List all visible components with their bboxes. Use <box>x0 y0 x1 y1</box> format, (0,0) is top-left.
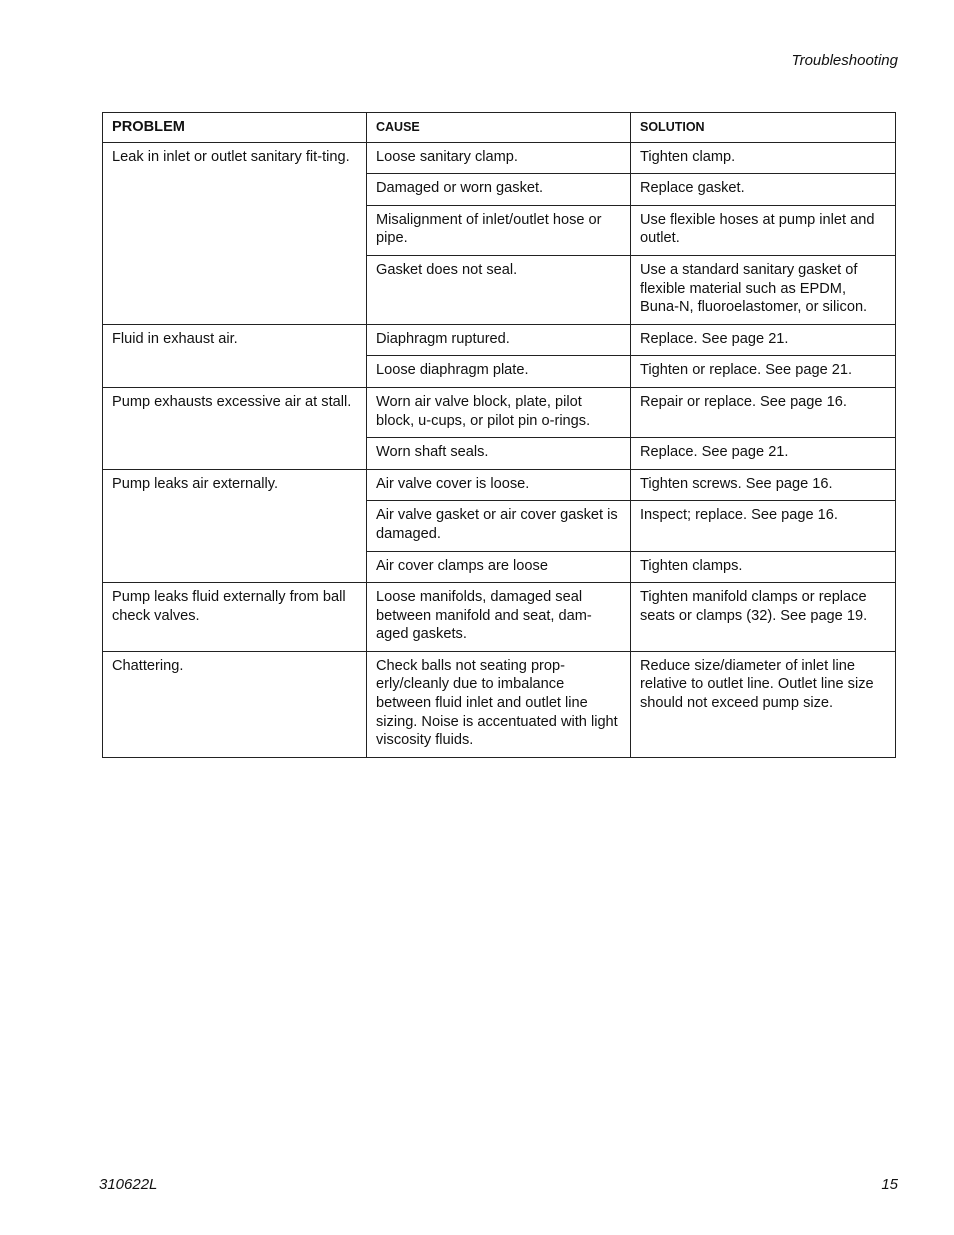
cause-cell: Loose sanitary clamp. <box>367 142 631 174</box>
cause-cell: Misalignment of inlet/outlet hose or pipe. <box>367 205 631 255</box>
solution-cell: Replace gasket. <box>631 174 896 206</box>
solution-cell: Replace. See page 21. <box>631 324 896 356</box>
table-row <box>103 469 896 501</box>
problem-cell: Fluid in exhaust air. <box>103 324 367 387</box>
cause-cell: Check balls not seating prop-erly/cleanly due to imbalance between fluid inlet and outlet line sizing. Noise is accentuated with light viscosity fluids. <box>367 651 631 757</box>
solution-cell: Tighten clamp. <box>631 142 896 174</box>
table-header-row <box>103 113 896 143</box>
document-number: 310622L <box>99 1176 158 1193</box>
cause-cell: Gasket does not seal. <box>367 255 631 324</box>
solution-cell: Tighten manifold clamps or replace seats or clamps (32). See page 19. <box>631 583 896 652</box>
cause-cell: Air valve cover is loose. <box>367 469 631 501</box>
problem-cell: Chattering. <box>103 651 367 757</box>
table-row <box>103 324 896 356</box>
column-header-solution: SOLUTION <box>631 113 896 143</box>
solution-cell: Tighten clamps. <box>631 551 896 583</box>
column-header-cause: CAUSE <box>367 113 631 143</box>
solution-cell: Use flexible hoses at pump inlet and outlet. <box>631 205 896 255</box>
solution-cell: Reduce size/diameter of inlet line relative to outlet line. Outlet line size should not exceed pump size. <box>631 651 896 757</box>
table-row <box>103 651 896 757</box>
cause-cell: Air valve gasket or air cover gasket is damaged. <box>367 501 631 551</box>
solution-cell: Tighten screws. See page 16. <box>631 469 896 501</box>
cause-cell: Damaged or worn gasket. <box>367 174 631 206</box>
cause-cell: Loose diaphragm plate. <box>367 356 631 388</box>
table-body <box>103 142 896 757</box>
problem-cell: Leak in inlet or outlet sanitary fit-ting. <box>103 142 367 324</box>
cause-cell: Loose manifolds, damaged seal between manifold and seat, dam-aged gaskets. <box>367 583 631 652</box>
problem-cell: Pump exhausts excessive air at stall. <box>103 387 367 469</box>
solution-cell: Replace. See page 21. <box>631 438 896 470</box>
problem-cell: Pump leaks air externally. <box>103 469 367 582</box>
cause-cell: Diaphragm ruptured. <box>367 324 631 356</box>
page-number: 15 <box>881 1176 898 1193</box>
cause-cell: Worn air valve block, plate, pilot block, u-cups, or pilot pin o-rings. <box>367 387 631 437</box>
cause-cell: Worn shaft seals. <box>367 438 631 470</box>
troubleshooting-table <box>102 112 896 758</box>
cause-cell: Air cover clamps are loose <box>367 551 631 583</box>
solution-cell: Repair or replace. See page 16. <box>631 387 896 437</box>
problem-cell: Pump leaks fluid externally from ball check valves. <box>103 583 367 652</box>
table-row <box>103 583 896 652</box>
table-row <box>103 387 896 437</box>
table-row <box>103 142 896 174</box>
column-header-problem: PROBLEM <box>103 113 367 143</box>
solution-cell: Inspect; replace. See page 16. <box>631 501 896 551</box>
solution-cell: Use a standard sanitary gasket of flexible material such as EPDM, Buna-N, fluoroelastomer, or silicon. <box>631 255 896 324</box>
solution-cell: Tighten or replace. See page 21. <box>631 356 896 388</box>
section-title: Troubleshooting <box>791 52 898 69</box>
